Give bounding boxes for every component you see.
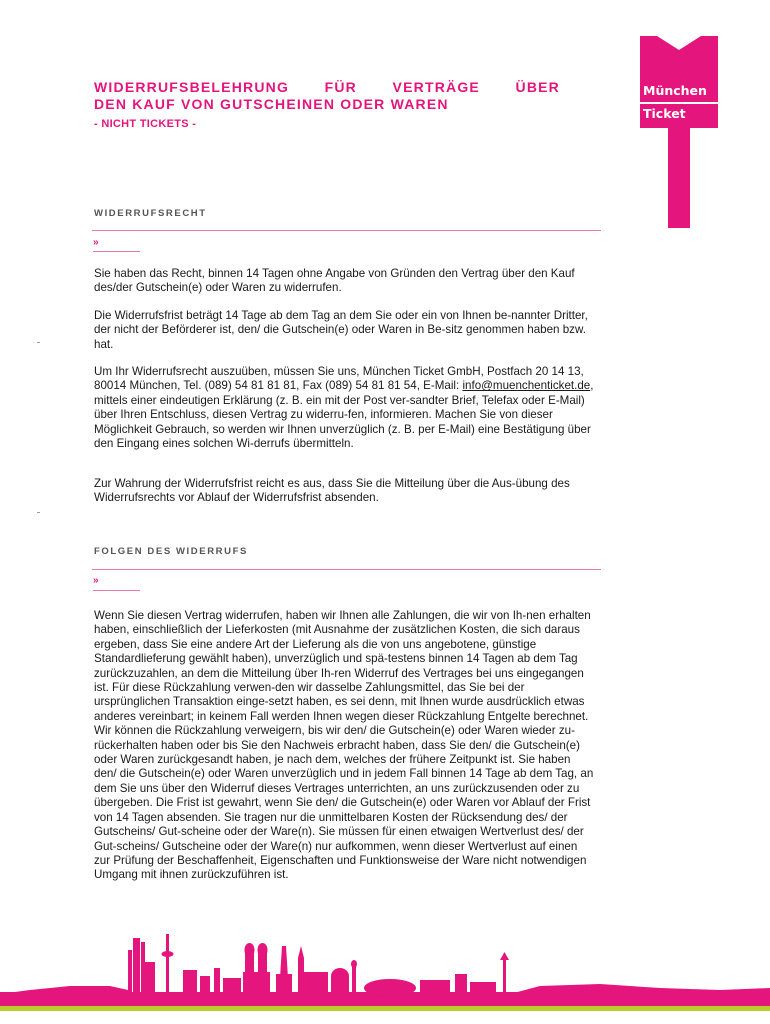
marker-underline xyxy=(93,251,140,252)
paragraph-widerrufsrecht-1: Sie haben das Recht, binnen 14 Tagen ohne Angabe von Gründen den Vertrag über den Kauf des/der Gutschein(e) oder Waren zu widerrufen. xyxy=(94,267,575,295)
munich-skyline-graphic xyxy=(0,928,770,1024)
section-marker-icon: » xyxy=(93,575,99,586)
paragraph-folgen-1: Wenn Sie diesen Vertrag widerrufen, haben wir Ihnen alle Zahlungen, die wir von Ih-nen erhalten haben, einschließlich der Lieferkosten (mit Ausnahme der zusätzlichen Kosten, die sich daraus ergeben, dass Sie eine andere Art der Lieferung als die von uns angebotene, günstige Standardlieferung gewählt haben), unverzüglich und spä-testens binnen 14 Tagen ab dem Tag zurückzuzahlen, an dem die Mitteilung über Ih-ren Widerruf des Vertrages bei uns eingegangen ist. Für diese Rückzahlung verwen-den wir dasselbe Zahlungsmittel, das Sie bei der ursprünglichen Transaktion einge-setzt haben, es sei denn, mit Ihnen wurde ausdrücklich etwas anderes vereinbart; in keinem Fall werden Ihnen wegen dieser Rückzahlung Entgelte berechnet. Wir können die Rückzahlung verweigern, bis wir den/ die Gutschein(e) oder Waren wieder zu-rückerhalten haben oder bis Sie den Nachweis erbracht haben, dass Sie den/ die Gutschein(e) oder Waren zurückgesandt haben, je nach dem, welches der frühere Zeitpunkt ist. Sie haben den/ die Gutschein(e) oder Waren unverzüglich und in jedem Fall binnen 14 Tage ab dem Tag, an dem Sie uns über den Widerruf dieses Vertrages unterrichten, an uns zurückzusenden oder zu übergeben. Die Frist ist gewahrt, wenn Sie den/ die Gutschein(e) oder Waren vor Ablauf der Frist von 14 Tagen absenden. Sie tragen nur die unmittelbaren Kosten der Rücksendung des/ der Gutscheins/ Gut-scheine oder der Ware(n). Sie müssen für einen etwaigen Wertverlust des/ der Gut-scheins/ Gutscheine oder der Ware(n) nur aufkommen, wenn dieser Wertverlust auf einen zur Prüfung der Beschaffenheit, Eigenschaften und Funktionsweise der Ware nicht notwendigen Umgang mit ihnen zurückzuführen ist. xyxy=(94,609,594,882)
email-link[interactable]: info@muenchenticket.de xyxy=(462,379,591,393)
section-heading-folgen: FOLGEN DES WIDERRUFS xyxy=(94,546,248,557)
paragraph-3-text-before: Um Ihr Widerrufsrecht auszuüben, müssen Sie uns, München Ticket GmbH, Postfach 20 14 13, 80014 München, Tel. (089) 54 81 81 81, Fax (089) 54 81 81 54, E-Mail: xyxy=(94,365,584,393)
paragraph-3-text-after: , mittels einer eindeutigen Erklärung (z. B. ein mit der Post ver-sandter Brief, Telefax oder E-Mail) über Ihren Entschluss, diesen Vertrag zu widerru-fen, informieren. Machen Sie von dieser Möglichkeit Gebrauch, so werden wir Ihnen unverzüglich (z. B. per E-Mail) eine Bestätigung über den Eingang eines solchen Wi-derrufs übermitteln. xyxy=(94,379,594,451)
paragraph-widerrufsrecht-4: Zur Wahrung der Widerrufsfrist reicht es aus, dass Sie die Mitteilung über die Aus-übung des Widerrufsrechts vor Ablauf der Widerrufsfrist absenden. xyxy=(94,477,570,505)
section-heading-widerrufsrecht: WIDERRUFSRECHT xyxy=(94,208,207,219)
title-line-1: WIDERRUFSBELEHRUNG FÜR VERTRÄGE ÜBER xyxy=(94,79,560,95)
logo-text-ticket: Ticket xyxy=(643,106,686,121)
document-title xyxy=(94,79,560,113)
margin-mark xyxy=(37,512,40,513)
paragraph-widerrufsrecht-3 xyxy=(94,365,594,451)
section-marker-icon: » xyxy=(93,237,99,248)
document-subtitle: - NICHT TICKETS - xyxy=(94,118,197,130)
logo-mark-icon xyxy=(640,36,718,228)
section-divider xyxy=(92,569,601,570)
marker-underline xyxy=(93,590,140,591)
logo-text-muenchen: München xyxy=(643,83,707,98)
section-divider xyxy=(92,230,601,231)
skyline-ground xyxy=(0,1006,770,1011)
margin-mark xyxy=(37,342,40,343)
title-line-2: DEN KAUF VON GUTSCHEINEN ODER WAREN xyxy=(94,96,449,112)
paragraph-widerrufsrecht-2: Die Widerrufsfrist beträgt 14 Tage ab dem Tag an dem Sie oder ein von Ihnen be-nannter Dritter, der nicht der Beförderer ist, den/ die Gutschein(e) oder Waren in Be-sitz genommen haben bzw. hat. xyxy=(94,309,588,351)
muenchen-ticket-logo xyxy=(640,36,718,228)
